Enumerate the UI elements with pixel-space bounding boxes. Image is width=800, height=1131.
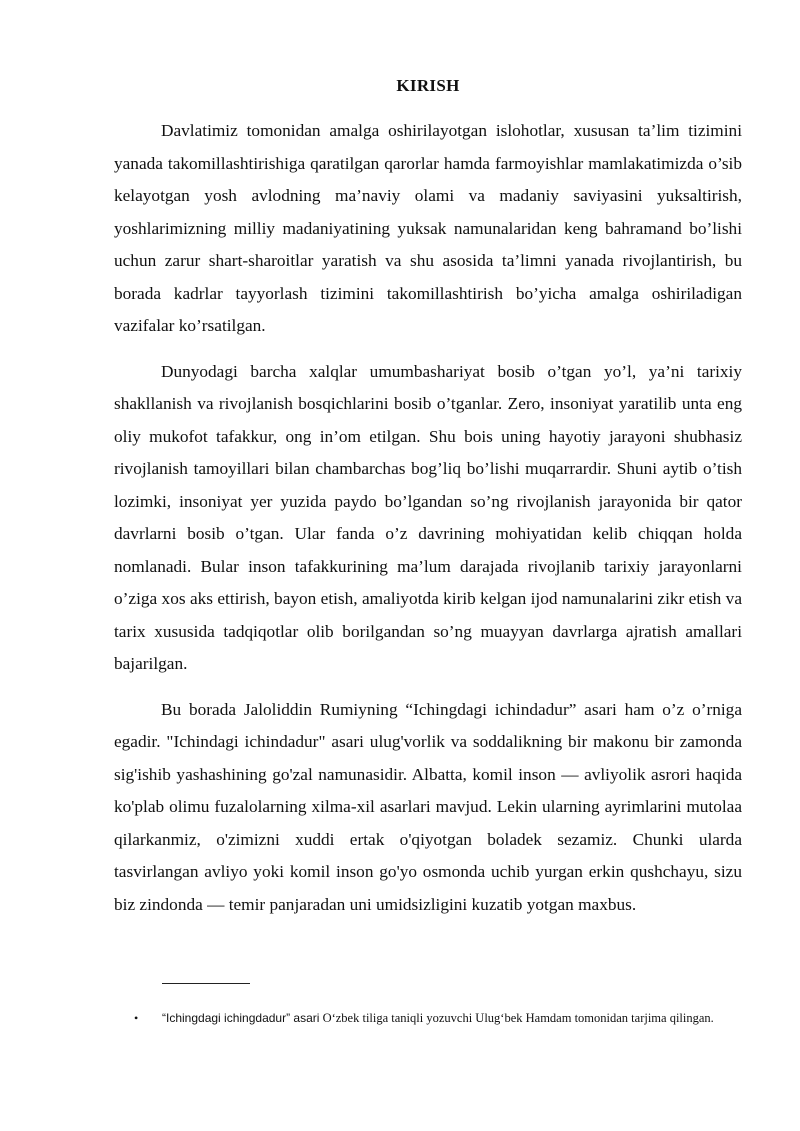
- footnote-lead: “Ichingdagi ichingdadur” asari: [162, 1011, 320, 1025]
- footnote-text: [162, 1010, 734, 1027]
- footnote-body: O‘zbek tiliga taniqli yozuvchi Ulug‘bek Hamdam tomonidan tarjima qilingan.: [319, 1011, 714, 1025]
- body-text: [114, 115, 742, 921]
- paragraph-3: Bu borada Jaloliddin Rumiyning “Ichingdagi ichindadur” asari ham o’z o’rniga egadir. "Ichindagi ichindadur" asari ulug'vorlik va soddalikning bir makonu bir zamonda sig'ishib yashashining go'zal namunasidir. Albatta, komil inson — avliyolik asrori haqida ko'plab olimu fuzalolarning xilma-xil asarlari mavjud. Lekin ularning ayrimlarini mutolaa qilarkanmiz, o'zimizni xuddi ertak o'qiyotgan boladek sezamiz. Chunki ularda tasvirlangan avliyo yoki komil inson go'yo osmonda uchib yurgan erkin qushchayu, sizu biz zindonda — temir panjaradan uni umidsizligini kuzatib yotgan maxbus.: [114, 699, 742, 914]
- page-title: KIRISH: [396, 76, 460, 95]
- footnote-bullet: •: [134, 1011, 139, 1025]
- footnote: [134, 1010, 734, 1027]
- paragraph-2: Dunyodagi barcha xalqlar umumbashariyat bosib o’tgan yo’l, ya’ni tarixiy shakllanish va rivojlanish bosqichlarini bosib o’tganlar. Zero, insoniyat yaratilib unta eng oliy mukofot tafakkur, ong in’om etilgan. Shu bois uning hayotiy jarayoni shubhasiz rivojlanish tamoyillari bilan chambarchas bog’liq bo’lishi muqarrardir. Shuni aytib o’tish lozimki, insoniyat yer yuzida paydo bo’lgandan so’ng rivojlanish jarayonida bir qator davrlarni bosib o’tgan. Ular fanda o’z davrining mohiyatidan kelib chiqqan holda nomlanadi. Bular inson tafakkurining ma’lum darajada rivojlanib tarixiy jarayonlarni o’ziga xos aks ettirish, bayon etish, amaliyotda kirib kelgan ijod namunalarini zikr etish va tarix xususida tadqiqotlar olib borilgandan so’ng muayyan davrlarga ajratish amallari bajarilgan.: [114, 361, 742, 673]
- paragraph-1: Davlatimiz tomonidan amalga oshirilayotgan islohotlar, xususan ta’lim tizimini yanada takomillashtirishiga qaratilgan qarorlar hamda farmoyishlar mamlakatimizda o’sib kelayotgan yosh avlodning ma’naviy olami va madaniy saviyasini yuksaltirish, yoshlarimizning milliy madaniyatining yuksak namunalaridan keng bahramand bo’lishi uchun zarur shart-sharoitlar yaratish va shu asosida ta’limni yanada rivojlantirish, bu borada kadrlar tayyorlash tizimini takomillashtirish bo’yicha amalga oshiriladigan vazifalar ko’rsatilgan.: [114, 121, 742, 335]
- footnote-separator: [162, 983, 250, 984]
